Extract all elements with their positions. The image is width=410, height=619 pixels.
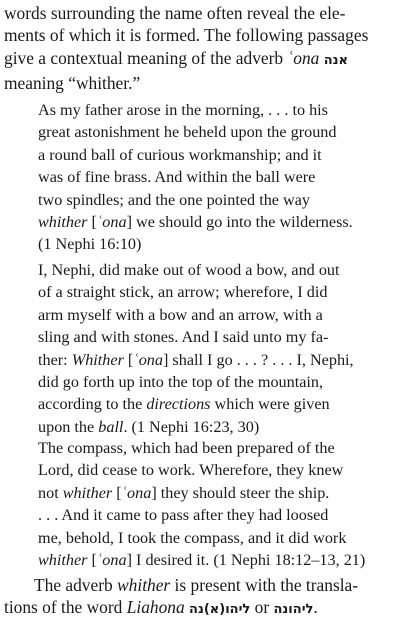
intro-line-3: give a contextual meaning of the adverb ʿona אנה xyxy=(4,47,349,68)
quote3-line-4: . . . And it came to pass after they had loosed xyxy=(38,506,329,525)
quote2-line-5: ther: Whither [ʿona] shall I go . . . ? . . . I, Nephi, xyxy=(38,350,354,369)
quote2-line-7: according to the directions which were given xyxy=(38,395,330,414)
quote1-line-6: whither [ʿona] we should go into the wilderness. xyxy=(38,213,353,232)
quote2-line-4: sling and with stones. And I said unto my fa- xyxy=(38,328,329,347)
quote3-line-5: me, behold, I took the compass, and it did work xyxy=(38,528,347,547)
quote2-line-1: I, Nephi, did make out of wood a bow, and out xyxy=(38,261,340,279)
quote2-line-8: upon the ball. (1 Nephi 16:23, 30) xyxy=(38,417,260,436)
quote2-line-6: did go forth up into the top of the mountain, xyxy=(38,373,324,392)
quote2-line-3: arm myself with a bow and an arrow, with a xyxy=(38,305,323,324)
closing-line-2: tions of the word Liahona ליהו(א)נה or ליהונה. xyxy=(4,597,318,618)
block-quote-2 xyxy=(38,259,354,438)
closing-line-1: The adverb whither is present with the transla- xyxy=(34,575,359,595)
quote2-line-2: of a straight stick, an arrow; wherefore, I did xyxy=(38,283,328,302)
quote3-line-3: not whither [ʿona] they should steer the ship. xyxy=(38,483,330,502)
hebrew-word: ליהונה xyxy=(273,602,314,618)
quote1-line-2: great astonishment he beheld upon the ground xyxy=(38,123,337,142)
hebrew-word: ליהו(א)נה xyxy=(189,602,251,618)
quote3-line-2: Lord, did cease to work. Wherefore, they knew xyxy=(38,461,344,480)
quote3-line-1: The compass, which had been prepared of the xyxy=(38,439,335,457)
intro-line-1: words surrounding the name often reveal the ele- xyxy=(4,3,346,23)
block-quote-1 xyxy=(38,99,353,256)
quote1-line-1: As my father arose in the morning, . . . to his xyxy=(38,101,328,119)
closing-paragraph xyxy=(4,574,358,619)
hebrew-word: אנה xyxy=(323,52,349,68)
block-quote-3 xyxy=(38,437,365,571)
quote1-line-3: a round ball of curious workmanship; and it xyxy=(38,145,322,164)
quote1-citation: (1 Nephi 16:10) xyxy=(38,235,142,254)
transliteration-term: ʿona xyxy=(287,47,320,68)
quote1-line-4: was of fine brass. And within the ball were xyxy=(38,168,316,187)
intro-line-2: ments of which it is formed. The following passages xyxy=(4,25,369,46)
quote3-line-6: whither [ʿona] I desired it. (1 Nephi 18:12–13, 21) xyxy=(38,551,366,570)
quote1-line-5: two spindles; and the one pointed the way xyxy=(38,190,310,209)
intro-paragraph xyxy=(4,2,368,94)
intro-line-4: meaning “whither.” xyxy=(4,72,141,93)
